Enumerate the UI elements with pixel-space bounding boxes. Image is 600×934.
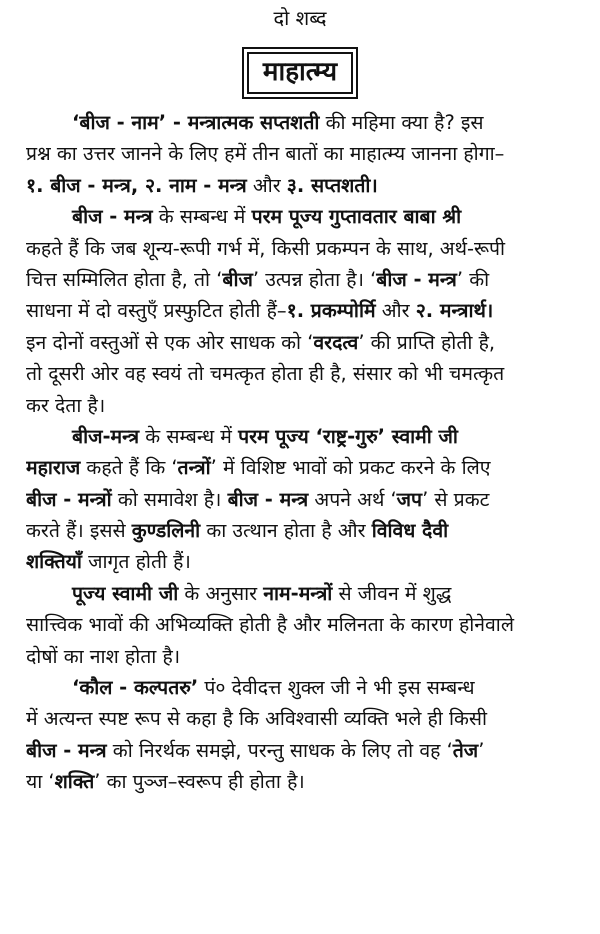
text-segment: या ‘ — [26, 770, 55, 794]
section-heading-outer-box — [242, 47, 358, 99]
text-line — [26, 546, 574, 577]
text-line — [26, 138, 574, 169]
text-segment: तो दूसरी ओर वह स्वयं तो चमत्कृत होता ही है, संसार को भी चमत्कृत — [26, 362, 505, 386]
text-line — [26, 578, 574, 609]
bold-text: परम पूज्य ‘राष्ट्र-गुरु’ स्वामी जी — [238, 424, 458, 448]
text-segment: सात्त्विक भावों की अभिव्यक्ति होती है और मलिनता के कारण होनेवाले — [26, 613, 514, 637]
text-segment: ’ से प्रकट — [422, 487, 490, 511]
text-line — [26, 295, 574, 326]
text-line — [26, 264, 574, 295]
text-segment: ’ की — [456, 267, 490, 291]
text-line — [26, 327, 574, 358]
text-line — [26, 641, 574, 672]
text-segment: ’ का पुञ्ज–स्वरूप ही होता है। — [94, 770, 305, 794]
bold-text: शक्ति — [54, 770, 95, 794]
text-line — [26, 672, 574, 703]
paragraph — [26, 672, 574, 798]
text-line — [26, 170, 574, 201]
text-segment: और — [375, 299, 416, 323]
text-segment: चित्त सम्मिलित होता है, तो ‘ — [26, 267, 223, 291]
bold-text: ३. सप्तशती। — [286, 173, 378, 197]
text-segment: करते हैं। इससे — [26, 519, 132, 543]
text-segment: की महिमा क्या है? इस — [319, 111, 484, 134]
text-line — [26, 421, 574, 452]
text-segment: कहते हैं कि ‘ — [80, 456, 178, 480]
bold-text: नाम-मन्त्रों — [263, 581, 333, 605]
text-line — [26, 735, 574, 766]
text-segment: से जीवन में शुद्ध — [332, 581, 452, 605]
text-segment: को समावेश है। — [111, 487, 228, 511]
bold-text: ‘बीज - नाम’ - मन्त्रात्मक सप्तशती — [72, 111, 320, 134]
text-line — [26, 201, 574, 232]
text-line — [26, 515, 574, 546]
text-line — [26, 452, 574, 483]
bold-text: ‘कौल - कल्पतरु’ — [72, 676, 199, 700]
text-line — [26, 358, 574, 389]
bold-text: महाराज — [26, 456, 81, 480]
text-segment: कर देता है। — [26, 393, 106, 417]
bold-text: कुण्डलिनी — [131, 519, 201, 543]
text-line — [26, 703, 574, 734]
text-line — [26, 609, 574, 640]
text-segment: ’ उत्पन्न होता है। ‘ — [252, 267, 377, 291]
text-segment: में अत्यन्त स्पष्ट रूप से कहा है कि अविश्वासी व्यक्ति भले ही किसी — [26, 707, 488, 731]
bold-text: बीज - मन्त्रों — [26, 487, 112, 511]
bold-text: पूज्य स्वामी जी — [72, 581, 179, 605]
bold-text: बीज - मन्त्र — [376, 267, 457, 291]
text-segment: के सम्बन्ध में — [152, 205, 252, 229]
paragraph — [26, 578, 574, 672]
text-segment: अपने अर्थ ‘ — [308, 487, 397, 511]
bold-text: २. मन्त्रार्थ। — [415, 299, 494, 323]
paragraph — [26, 107, 574, 201]
bold-text: शक्तियाँ — [26, 550, 82, 574]
bold-text: तन्त्रों — [177, 456, 211, 480]
text-segment: कहते हैं कि जब शून्य-रूपी गर्भ में, किसी प्रकम्पन के साथ, अर्थ-रूपी — [26, 236, 506, 260]
text-segment: के अनुसार — [178, 581, 264, 605]
bold-text: परम पूज्य गुप्तावतार बाबा श्री — [251, 205, 462, 229]
text-segment: साधना में दो वस्तुएँ प्रस्फुटित होती हैं– — [26, 299, 287, 323]
bold-text: बीज - मन्त्र — [26, 738, 107, 762]
text-segment: को निरर्थक समझे, परन्तु साधक के लिए तो वह ‘ — [106, 738, 453, 762]
text-segment: जागृत होती हैं। — [81, 550, 191, 574]
bold-text: विविध दैवी — [371, 519, 449, 543]
text-line — [26, 484, 574, 515]
bold-text: बीज-मन्त्र — [72, 424, 140, 448]
text-segment: और — [246, 173, 287, 197]
page-header: दो शब्द — [273, 6, 327, 30]
text-segment: ’ की प्राप्ति होती है, — [358, 330, 496, 354]
bold-text: जप — [396, 487, 423, 511]
text-line — [26, 390, 574, 421]
bold-text: बीज — [222, 267, 253, 291]
paragraph — [26, 421, 574, 578]
paragraph — [26, 201, 574, 421]
bold-text: वरदत्व — [313, 330, 359, 354]
section-heading: माहात्म्य — [247, 52, 353, 94]
text-line — [26, 233, 574, 264]
bold-text: तेज — [452, 738, 479, 762]
text-line — [26, 766, 574, 797]
text-segment: प्रश्न का उत्तर जानने के लिए हमें तीन बातों का माहात्म्य जानना होगा– — [26, 142, 505, 166]
text-segment: का उत्थान होता है और — [200, 519, 372, 543]
text-segment: ’ — [478, 738, 485, 762]
section-heading-wrap — [26, 47, 574, 97]
text-segment: के सम्बन्ध में — [139, 424, 239, 448]
body-text — [26, 107, 574, 798]
text-line — [26, 107, 574, 138]
text-segment: दोषों का नाश होता है। — [26, 644, 181, 668]
bold-text: १. बीज - मन्त्र, २. नाम - मन्त्र — [26, 173, 247, 197]
bold-text: १. प्रकम्पोर्मि — [286, 299, 376, 323]
bold-text: बीज - मन्त्र — [72, 205, 153, 229]
text-segment: ’ में विशिष्ट भावों को प्रकट करने के लिए — [210, 456, 491, 480]
text-segment: इन दोनों वस्तुओं से एक ओर साधक को ‘ — [26, 330, 314, 354]
bold-text: बीज - मन्त्र — [227, 487, 309, 511]
text-segment: पं० देवीदत्त शुक्ल जी ने भी इस सम्बन्ध — [198, 676, 475, 700]
